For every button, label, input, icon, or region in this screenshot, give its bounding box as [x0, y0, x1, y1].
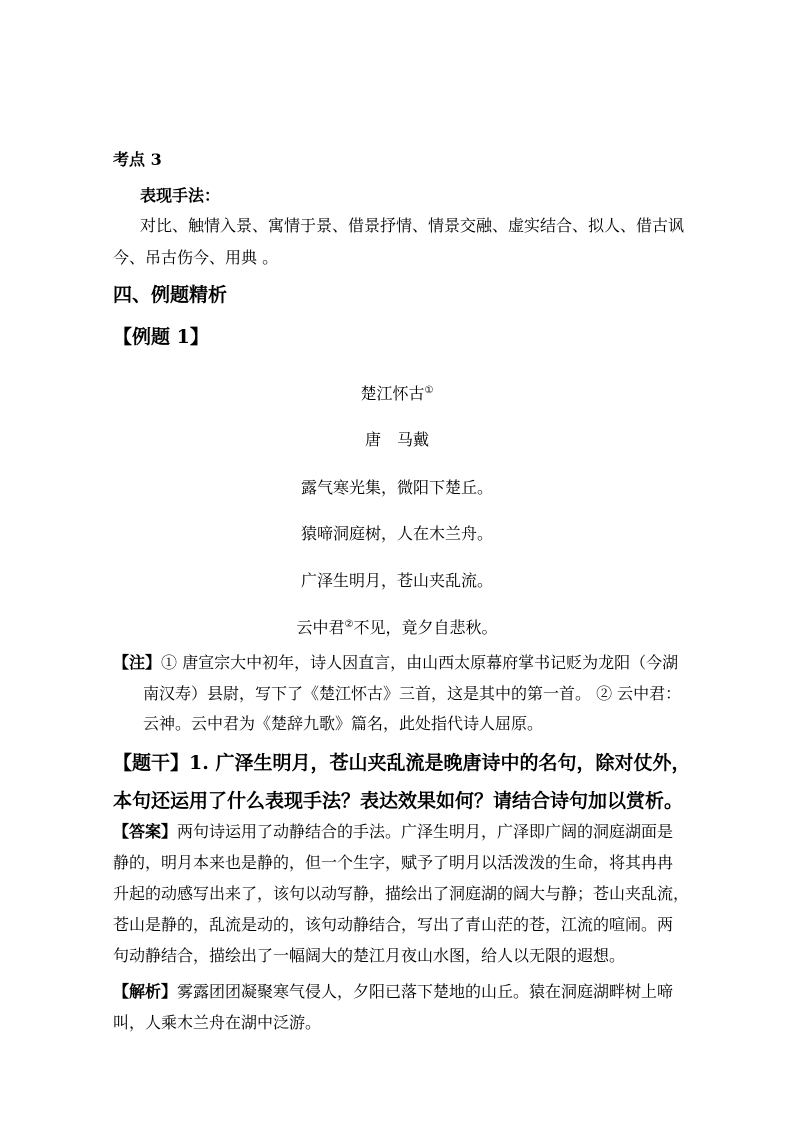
question-line-2: 本句还运用了什么表现手法？表达效果如何？请结合诗句加以赏析。	[113, 790, 684, 812]
poem-line-4-a: 云中君	[296, 618, 345, 637]
answer-text-1: 两句诗运用了动静结合的手法。广泽生明月，广泽即广阔的洞庭湖面是	[177, 822, 674, 841]
notes-text-1: ① 唐宣宗大中初年，诗人因直言，由山西太原幕府掌书记贬为龙阳（今湖	[161, 653, 679, 672]
poem-line-2: 猿啼洞庭树，人在木兰舟。	[300, 524, 493, 543]
notes-label: 【注】	[113, 653, 162, 672]
technique-line-1: 对比、触情入景、寓情于景、借景抒情、情景交融、虚实结合、拟人、借古讽	[140, 216, 685, 235]
technique-heading: 表现手法：	[140, 186, 221, 205]
poem-line-4	[0, 618, 794, 638]
example-label: 【例题 1】	[113, 326, 209, 348]
answer-line-3: 升起的动感写出来了，该句以动写静，描绘出了洞庭湖的阔大与静；苍山夹乱流，	[113, 884, 690, 903]
poem-title-note: ①	[424, 385, 434, 396]
poem-line-3: 广泽生明月，苍山夹乱流。	[300, 571, 493, 590]
poem-title-text: 楚江怀古	[360, 384, 425, 403]
question-label: 【题干】	[113, 752, 190, 774]
analysis-line-1	[113, 982, 673, 1002]
answer-line-4: 苍山是静的，乱流是动的，该句动静结合，写出了青山茫的苍，江流的喧闹。两	[113, 915, 674, 934]
analysis-text-1: 雾露团团凝聚寒气侵人，夕阳已落下楚地的山丘。猿在洞庭湖畔树上啼	[177, 982, 674, 1001]
poem-line-1: 露气寒光集，微阳下楚丘。	[300, 478, 493, 497]
notes-line-2: 南汉寿）县尉，写下了《楚江怀古》三首，这是其中的第一首。 ② 云中君：	[143, 684, 682, 703]
section-label: 考点 3	[113, 150, 162, 169]
notes-line-1	[113, 653, 678, 673]
analysis-label: 【解析】	[113, 982, 178, 1001]
part-heading: 四、例题精析	[113, 284, 228, 306]
poem-line-4-note: ②	[344, 619, 354, 630]
notes-line-3: 云神。云中君为《楚辞九歌》篇名，此处指代诗人屈原。	[143, 714, 544, 733]
answer-line-2: 静的，明月本来也是静的，但一个生字，赋予了明月以活泼泼的生命，将其冉冉	[113, 853, 674, 872]
answer-line-1	[113, 822, 673, 842]
poem-author: 唐 马戴	[364, 430, 429, 449]
technique-line-2: 今、吊古伤今、用典 。	[113, 248, 279, 267]
poem-title	[0, 384, 794, 404]
poem-line-4-b: 不见，竟夕自悲秋。	[353, 618, 498, 637]
answer-label: 【答案】	[113, 822, 178, 841]
question-text-1: 1. 广泽生明月，苍山夹乱流是晚唐诗中的名句，除对仗外，	[189, 752, 691, 774]
answer-line-5: 句动静结合，描绘出了一幅阔大的楚江月夜山水图，给人以无限的遐想。	[113, 946, 626, 965]
analysis-line-2: 叫，人乘木兰舟在湖中泛游。	[113, 1013, 322, 1032]
question-line-1	[113, 751, 690, 775]
